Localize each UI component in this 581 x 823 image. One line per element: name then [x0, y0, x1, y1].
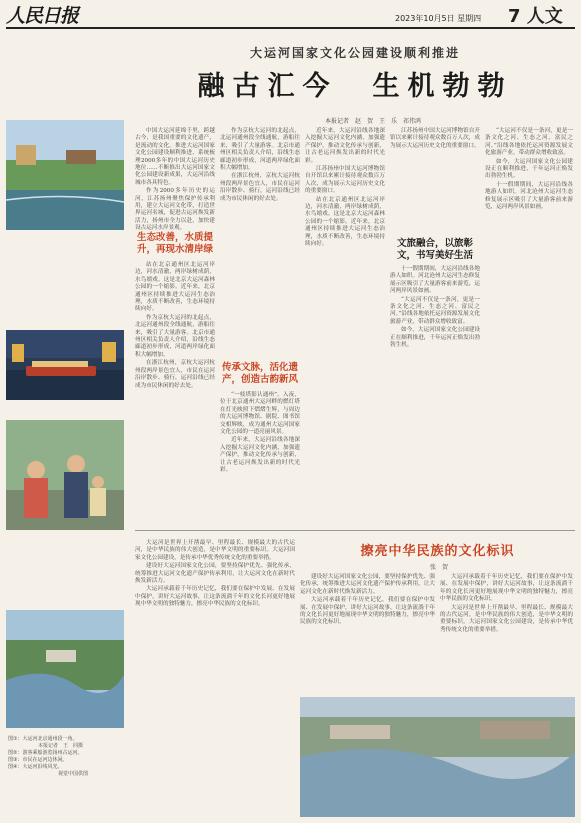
paragraph: 大运河承载着千年历史记忆，我们要在保护中发展、在发展中保护，讲好大运河故事，让这条流淌千年的文化长河更好地展现中华文明的独特魅力，擦亮中华民族的文化标识。 — [440, 574, 573, 603]
photo-3 — [6, 420, 124, 530]
paragraph: 江苏扬州中国大运河博物馆自开馆以来累计接待观众数百万人次，成为展示大运河历史文化的重要窗口。 — [305, 166, 385, 195]
masthead-rule — [6, 27, 575, 29]
photo-1 — [6, 120, 124, 230]
section-body — [390, 266, 480, 528]
article2-headline: 擦亮中华民族的文化标识 — [360, 544, 515, 559]
paragraph: 十一假期期间，大运河沿线各地游人如织。河北沧州大运河生态修复展示区吸引了大量游客前来游览，运河两岸风景如画。 — [390, 266, 480, 295]
section-body — [220, 128, 300, 356]
paragraph: 大运河承载着千年历史记忆，我们要在保护中发展、在发展中保护，讲好大运河故事，让这条流淌千年的文化长河更好地展现中华文明的独特魅力，擦亮中华民族的文化标识。 — [300, 597, 435, 626]
section-body — [390, 128, 480, 233]
section-body — [135, 262, 215, 527]
article2-body — [440, 574, 573, 694]
newspaper-logo: 人民日报 — [6, 5, 79, 27]
paragraph: 近年来，大运河沿线各地深入挖掘大运河文化内涵，加强遗产保护，推动文化传承与创新，让古老运河焕发出新的时代光彩。 — [305, 128, 385, 164]
section-body — [305, 128, 385, 528]
paragraph: 近年来，大运河沿线各地深入挖掘大运河文化内涵，加强遗产保护，推动文化传承与创新，让古老运河焕发出新的时代光彩。 — [220, 437, 300, 474]
paragraph: 作为京杭大运河的北起点，北运河通州段全线通航，游船往来，吸引了大量游客。北京市通州区相关负责人介绍，沿线生态廊道初步形成，河道两岸绿化面积大幅增加。 — [135, 314, 215, 358]
caption-line: 图①：大运河北京通州段一角。 — [8, 736, 78, 742]
paragraph: 作为2000多年历史的运河，江苏扬州聚焦保护传承利用，建立大运河文化带，打造世界运河名城，促进古运河焕发新活力，扬州市全力以赴，加快建设古运河水岸景观。 — [135, 188, 215, 232]
paragraph: 在浙江杭州，京杭大运河杭州段两岸景色宜人，市民在运河沿岸散步、骑行，运河沿线已经成为市民休闲的好去处。 — [135, 360, 215, 389]
paragraph: 在浙江杭州，京杭大运河杭州段两岸景色宜人，市民在运河沿岸散步、骑行，运河沿线已经成为市民休闲的好去处。 — [220, 173, 300, 202]
section-body — [485, 128, 573, 528]
paragraph: 大运河是世界上开凿最早、里程最长、规模最大的古代运河，是中华民族的伟大创造，是中华文明的重要标识。大运河国家文化公园建设，是传承中华优秀传统文化的重要举措。 — [440, 604, 573, 633]
caption-line: 图③：市民在运河边休闲。 — [8, 757, 68, 763]
paragraph: 大运河承载着千年历史记忆，我们要在保护中发展、在发展中保护，讲好大运河故事，让这条流淌千年的文化长河更好地展现中华文明的独特魅力，擦亮中华民族的文化标识。 — [135, 586, 295, 608]
page-label: 7 人文 — [508, 6, 563, 27]
caption-line: 本报记者 王 同摄 — [38, 743, 84, 749]
paragraph: “大运河不仅是一条河，更是一条文化之河、生态之河、富民之河。”沿线各地依托运河资源发展文化旅游产业，带动群众增收致富。 — [485, 128, 573, 157]
paragraph: 中国大运河延绵千里，跨越古今，是我国重要的文化遗产，是流动的文化。推进大运河国家文化公园建设顺利推进，系统梳理2000多年的中国大运河历史地位……不断推出大运河国家文化公园建设新成果，大运河沿线城市各具特色。 — [135, 128, 215, 186]
paragraph: 大运河是世界上开凿最早、里程最长、规模最大的古代运河，是中华民族的伟大创造，是中华文明的重要标识。大运河国家文化公园建设，是传承中华优秀传统文化的重要举措。 — [135, 540, 295, 561]
section-subhead: 生态改善，水质提升，再现水清岸绿 — [136, 232, 213, 255]
paragraph: 如今，大运河国家文化公园建设正在顺利推进，千年运河正焕发出勃勃生机。 — [390, 327, 480, 349]
paragraph: 站在北京通州区北运河岸边，河水清澈，两岸绿树成荫，水鸟嬉戏。这是北京大运河森林公园的一个缩影。近年来，北京通州区持续推进大运河生态治理，水质不断改善，生态环境持续向好。 — [305, 196, 385, 248]
paragraph: 如今，大运河国家文化公园建设正在顺利推进，千年运河正焕发出勃勃生机。 — [485, 158, 573, 180]
paragraph: 建设好大运河国家文化公园，要坚持保护优先、强化传承，统筹推进大运河文化遗产保护传承利用，让大运河文化在新时代焕发新活力。 — [300, 574, 435, 595]
article-intro — [135, 128, 215, 232]
photo-4 — [6, 610, 124, 728]
paragraph: 站在北京通州区北运河岸边，河水清澈，两岸绿树成荫，水鸟嬉戏。这是北京大运河森林公园的一个缩影。近年来，北京通州区持续推进大运河生态治理，水质不断改善，生态环境持续向好。 — [135, 262, 215, 313]
article2-body — [300, 574, 435, 694]
paragraph: 作为京杭大运河的北起点，北运河通州段全线通航，游船往来，吸引了大量游客。北京市通州区相关负责人介绍，沿线生态廊道初步形成，河道两岸绿化面积大幅增加。 — [220, 128, 300, 172]
article2-byline: 张 贺 — [430, 564, 449, 571]
paragraph: 建设好大运河国家文化公园，要坚持保护优先、强化传承，统筹推进大运河文化遗产保护传承利用，让大运河文化在新时代焕发新活力。 — [135, 563, 295, 585]
caption-line: 图②：游客乘船游览扬州古运河。 — [8, 750, 83, 756]
masthead — [0, 0, 581, 28]
section-body — [220, 392, 300, 527]
paragraph: “大运河不仅是一条河，更是一条文化之河、生态之河、富民之河。”沿线各地依托运河资源发展文化旅游产业，带动群众增收致富。 — [390, 296, 480, 325]
issue-date: 2023年10月5日 星期四 — [395, 14, 482, 23]
article-kicker: 大运河国家文化公园建设顺利推进 — [249, 46, 460, 60]
paragraph: 十一假期期间，大运河沿线各地游人如织。河北沧州大运河生态修复展示区吸引了大量游客前来游览，运河两岸风景如画。 — [485, 181, 573, 211]
caption-line: 视觉中国供图 — [58, 771, 89, 777]
paragraph: “一枝塔影认通州”。入夜，位于北京通州大运河畔的燃灯塔在灯光映照下熠熠生辉，与周边的大运河博物馆、剧院、图书馆交相辉映，成为通州大运河国家文化公园的一道亮丽风景。 — [220, 392, 300, 436]
article-headline: 融古汇今 生机勃勃 — [197, 71, 513, 102]
photo-2 — [6, 330, 124, 400]
paragraph: 江苏扬州中国大运河博物馆自开馆以来累计接待观众数百万人次，成为展示大运河历史文化的重要窗口。 — [390, 128, 480, 149]
photo-captions — [8, 736, 128, 778]
caption-line: 图④：大运河沿线风光。 — [8, 764, 63, 770]
photo-5 — [300, 697, 575, 817]
section-subhead: 传承文脉，活化遗产，创造古韵新风 — [221, 362, 298, 385]
article2-body-left — [135, 540, 295, 815]
section-subhead: 文旅融合，以旅彰文，书写美好生活 — [396, 238, 473, 261]
section-divider — [135, 530, 575, 531]
article-byline: 本报记者 赵 贺 王 乐 祁伟鸿 — [325, 118, 422, 125]
